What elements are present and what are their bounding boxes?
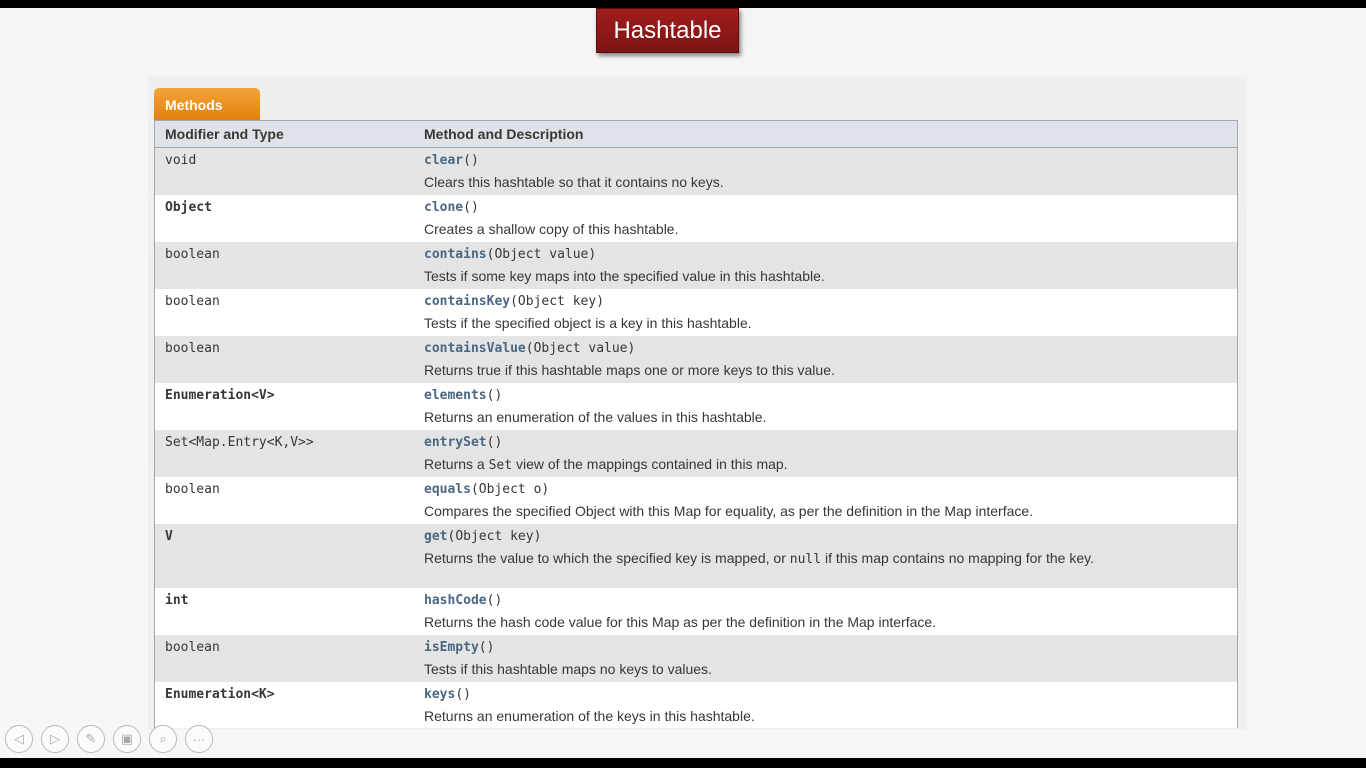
close-paren: ) xyxy=(533,529,542,544)
table-row xyxy=(155,242,1237,289)
method-signature xyxy=(424,294,1229,314)
return-type: int xyxy=(165,593,189,608)
description-text: Tests if the specified object is a key in this hashtable. xyxy=(424,315,752,331)
description-text: Creates a shallow copy of this hashtable. xyxy=(424,221,679,237)
open-paren: ( xyxy=(510,294,518,309)
method-description xyxy=(424,455,1229,475)
description-text: Clears this hashtable so that it contains no keys. xyxy=(424,174,724,190)
description-text: Returns an enumeration of the values in this hashtable. xyxy=(424,409,767,425)
table-row xyxy=(155,635,1237,682)
method-description xyxy=(424,707,1229,725)
top-letterbox xyxy=(0,0,1366,8)
description-text: Tests if some key maps into the specified value in this hashtable. xyxy=(424,268,825,284)
close-paren: ) xyxy=(486,640,495,655)
open-paren: ( xyxy=(486,388,495,403)
description-text: if this map contains no mapping for the key. xyxy=(824,550,1094,566)
method-description xyxy=(424,613,1229,631)
table-row xyxy=(155,524,1237,588)
open-paren: ( xyxy=(525,341,534,356)
close-paren: ) xyxy=(627,341,636,356)
description-text: Returns an enumeration of the keys in this hashtable. xyxy=(424,708,755,724)
return-type: Object xyxy=(165,200,212,215)
methods-table xyxy=(154,120,1238,728)
open-paren: ( xyxy=(463,153,471,168)
method-name-link[interactable]: isEmpty xyxy=(424,640,479,655)
pen-icon[interactable]: ✎ xyxy=(77,725,105,753)
description-text: Returns true if this hashtable maps one or more keys to this value. xyxy=(424,362,835,378)
method-cell xyxy=(424,682,1237,728)
method-cell xyxy=(424,383,1237,430)
description-text: Returns a xyxy=(424,456,485,472)
method-cell xyxy=(424,477,1237,524)
method-description xyxy=(424,220,1229,238)
method-cell xyxy=(424,195,1237,242)
open-paren: ( xyxy=(486,435,495,450)
close-paren: ) xyxy=(494,435,503,450)
close-paren: ) xyxy=(494,593,503,608)
table-row xyxy=(155,289,1237,336)
method-description xyxy=(424,173,1229,191)
method-signature xyxy=(424,388,1229,408)
slides-icon[interactable]: ▣ xyxy=(113,725,141,753)
description-text: Compares the specified Object with this Map for equality, as per the definition in the Map interface. xyxy=(424,503,1034,519)
description-text: Tests if this hashtable maps no keys to values. xyxy=(424,661,712,677)
table-row xyxy=(155,336,1237,383)
method-signature xyxy=(424,247,1229,267)
return-type: Set<Map.Entry<K,V>> xyxy=(165,435,314,450)
return-type: boolean xyxy=(165,482,220,497)
return-type: Enumeration<V> xyxy=(165,388,275,403)
close-paren: ) xyxy=(470,153,479,168)
method-cell xyxy=(424,635,1237,682)
return-type: boolean xyxy=(165,640,220,655)
method-signature xyxy=(424,341,1229,361)
method-signature xyxy=(424,529,1229,549)
table-body xyxy=(155,148,1237,728)
method-cell xyxy=(424,148,1237,195)
description-text: Returns the value to which the specified key is mapped, or xyxy=(424,550,786,566)
method-cell xyxy=(424,524,1237,588)
close-paren: ) xyxy=(463,687,471,702)
method-signature xyxy=(424,200,1229,220)
method-name-link[interactable]: keys xyxy=(424,687,456,702)
method-name-link[interactable]: contains xyxy=(424,247,487,262)
close-paren: ) xyxy=(494,388,503,403)
return-type: boolean xyxy=(165,341,220,356)
method-cell xyxy=(424,289,1237,336)
close-paren: ) xyxy=(588,247,597,262)
zoom-icon[interactable]: ⌕ xyxy=(149,725,177,753)
table-row xyxy=(155,588,1237,635)
method-description xyxy=(424,549,1229,569)
next-icon[interactable]: ▷ xyxy=(41,725,69,753)
method-signature xyxy=(424,153,1229,173)
open-paren: ( xyxy=(447,529,456,544)
previous-icon[interactable]: ◁ xyxy=(5,725,33,753)
return-type: boolean xyxy=(165,247,220,262)
method-params: Object key xyxy=(455,529,534,544)
method-signature xyxy=(424,687,1229,707)
method-description xyxy=(424,408,1229,426)
method-name-link[interactable]: get xyxy=(424,529,448,544)
return-type: Enumeration<K> xyxy=(165,687,275,702)
open-paren: ( xyxy=(478,640,487,655)
description-text: Returns the hash code value for this Map as per the definition in the Map interface. xyxy=(424,614,937,630)
method-cell xyxy=(424,336,1237,383)
method-name-link[interactable]: containsKey xyxy=(424,294,511,309)
method-name-link[interactable]: equals xyxy=(424,482,471,497)
method-params: Object key xyxy=(517,294,597,309)
return-type: V xyxy=(165,529,173,544)
table-row xyxy=(155,430,1237,477)
open-paren: ( xyxy=(486,593,495,608)
method-name-link[interactable]: entrySet xyxy=(424,435,487,450)
method-name-link[interactable]: clear xyxy=(424,153,464,168)
description-code: Set xyxy=(488,458,513,473)
method-name-link[interactable]: clone xyxy=(424,200,464,215)
method-name-link[interactable]: elements xyxy=(424,388,487,403)
slide-title: Hashtable xyxy=(596,8,739,53)
method-params: Object value xyxy=(533,341,628,356)
open-paren: ( xyxy=(455,687,464,702)
close-paren: ) xyxy=(596,294,605,309)
method-params: Object value xyxy=(494,247,589,262)
method-signature xyxy=(424,593,1229,613)
close-paren: ) xyxy=(541,482,550,497)
description-code: null xyxy=(789,552,822,567)
method-cell xyxy=(424,430,1237,477)
slideshow-controls xyxy=(5,725,213,755)
table-row xyxy=(155,383,1237,430)
methods-tab: Methods xyxy=(154,88,260,121)
method-signature xyxy=(424,640,1229,660)
close-paren: ) xyxy=(470,200,479,215)
bottom-letterbox xyxy=(0,758,1366,768)
method-description xyxy=(424,314,1229,332)
header-modifier-type: Modifier and Type xyxy=(165,126,284,142)
method-cell xyxy=(424,588,1237,635)
table-row xyxy=(155,682,1237,728)
method-description xyxy=(424,361,1229,379)
return-type: void xyxy=(165,153,197,168)
method-cell xyxy=(424,242,1237,289)
table-row xyxy=(155,148,1237,195)
method-description xyxy=(424,267,1229,285)
method-params: Object o xyxy=(478,482,542,497)
return-type: boolean xyxy=(165,294,220,309)
table-row xyxy=(155,195,1237,242)
open-paren: ( xyxy=(470,482,479,497)
more-icon[interactable]: ··· xyxy=(185,725,213,753)
table-row xyxy=(155,477,1237,524)
header-method-description: Method and Description xyxy=(424,126,584,142)
method-signature xyxy=(424,482,1229,502)
method-description xyxy=(424,502,1229,520)
method-signature xyxy=(424,435,1229,455)
open-paren: ( xyxy=(486,247,495,262)
method-name-link[interactable]: hashCode xyxy=(424,593,487,608)
method-name-link[interactable]: containsValue xyxy=(424,341,526,356)
table-header xyxy=(155,121,1237,148)
method-description xyxy=(424,660,1229,678)
open-paren: ( xyxy=(463,200,471,215)
description-text: view of the mappings contained in this map. xyxy=(515,456,788,472)
